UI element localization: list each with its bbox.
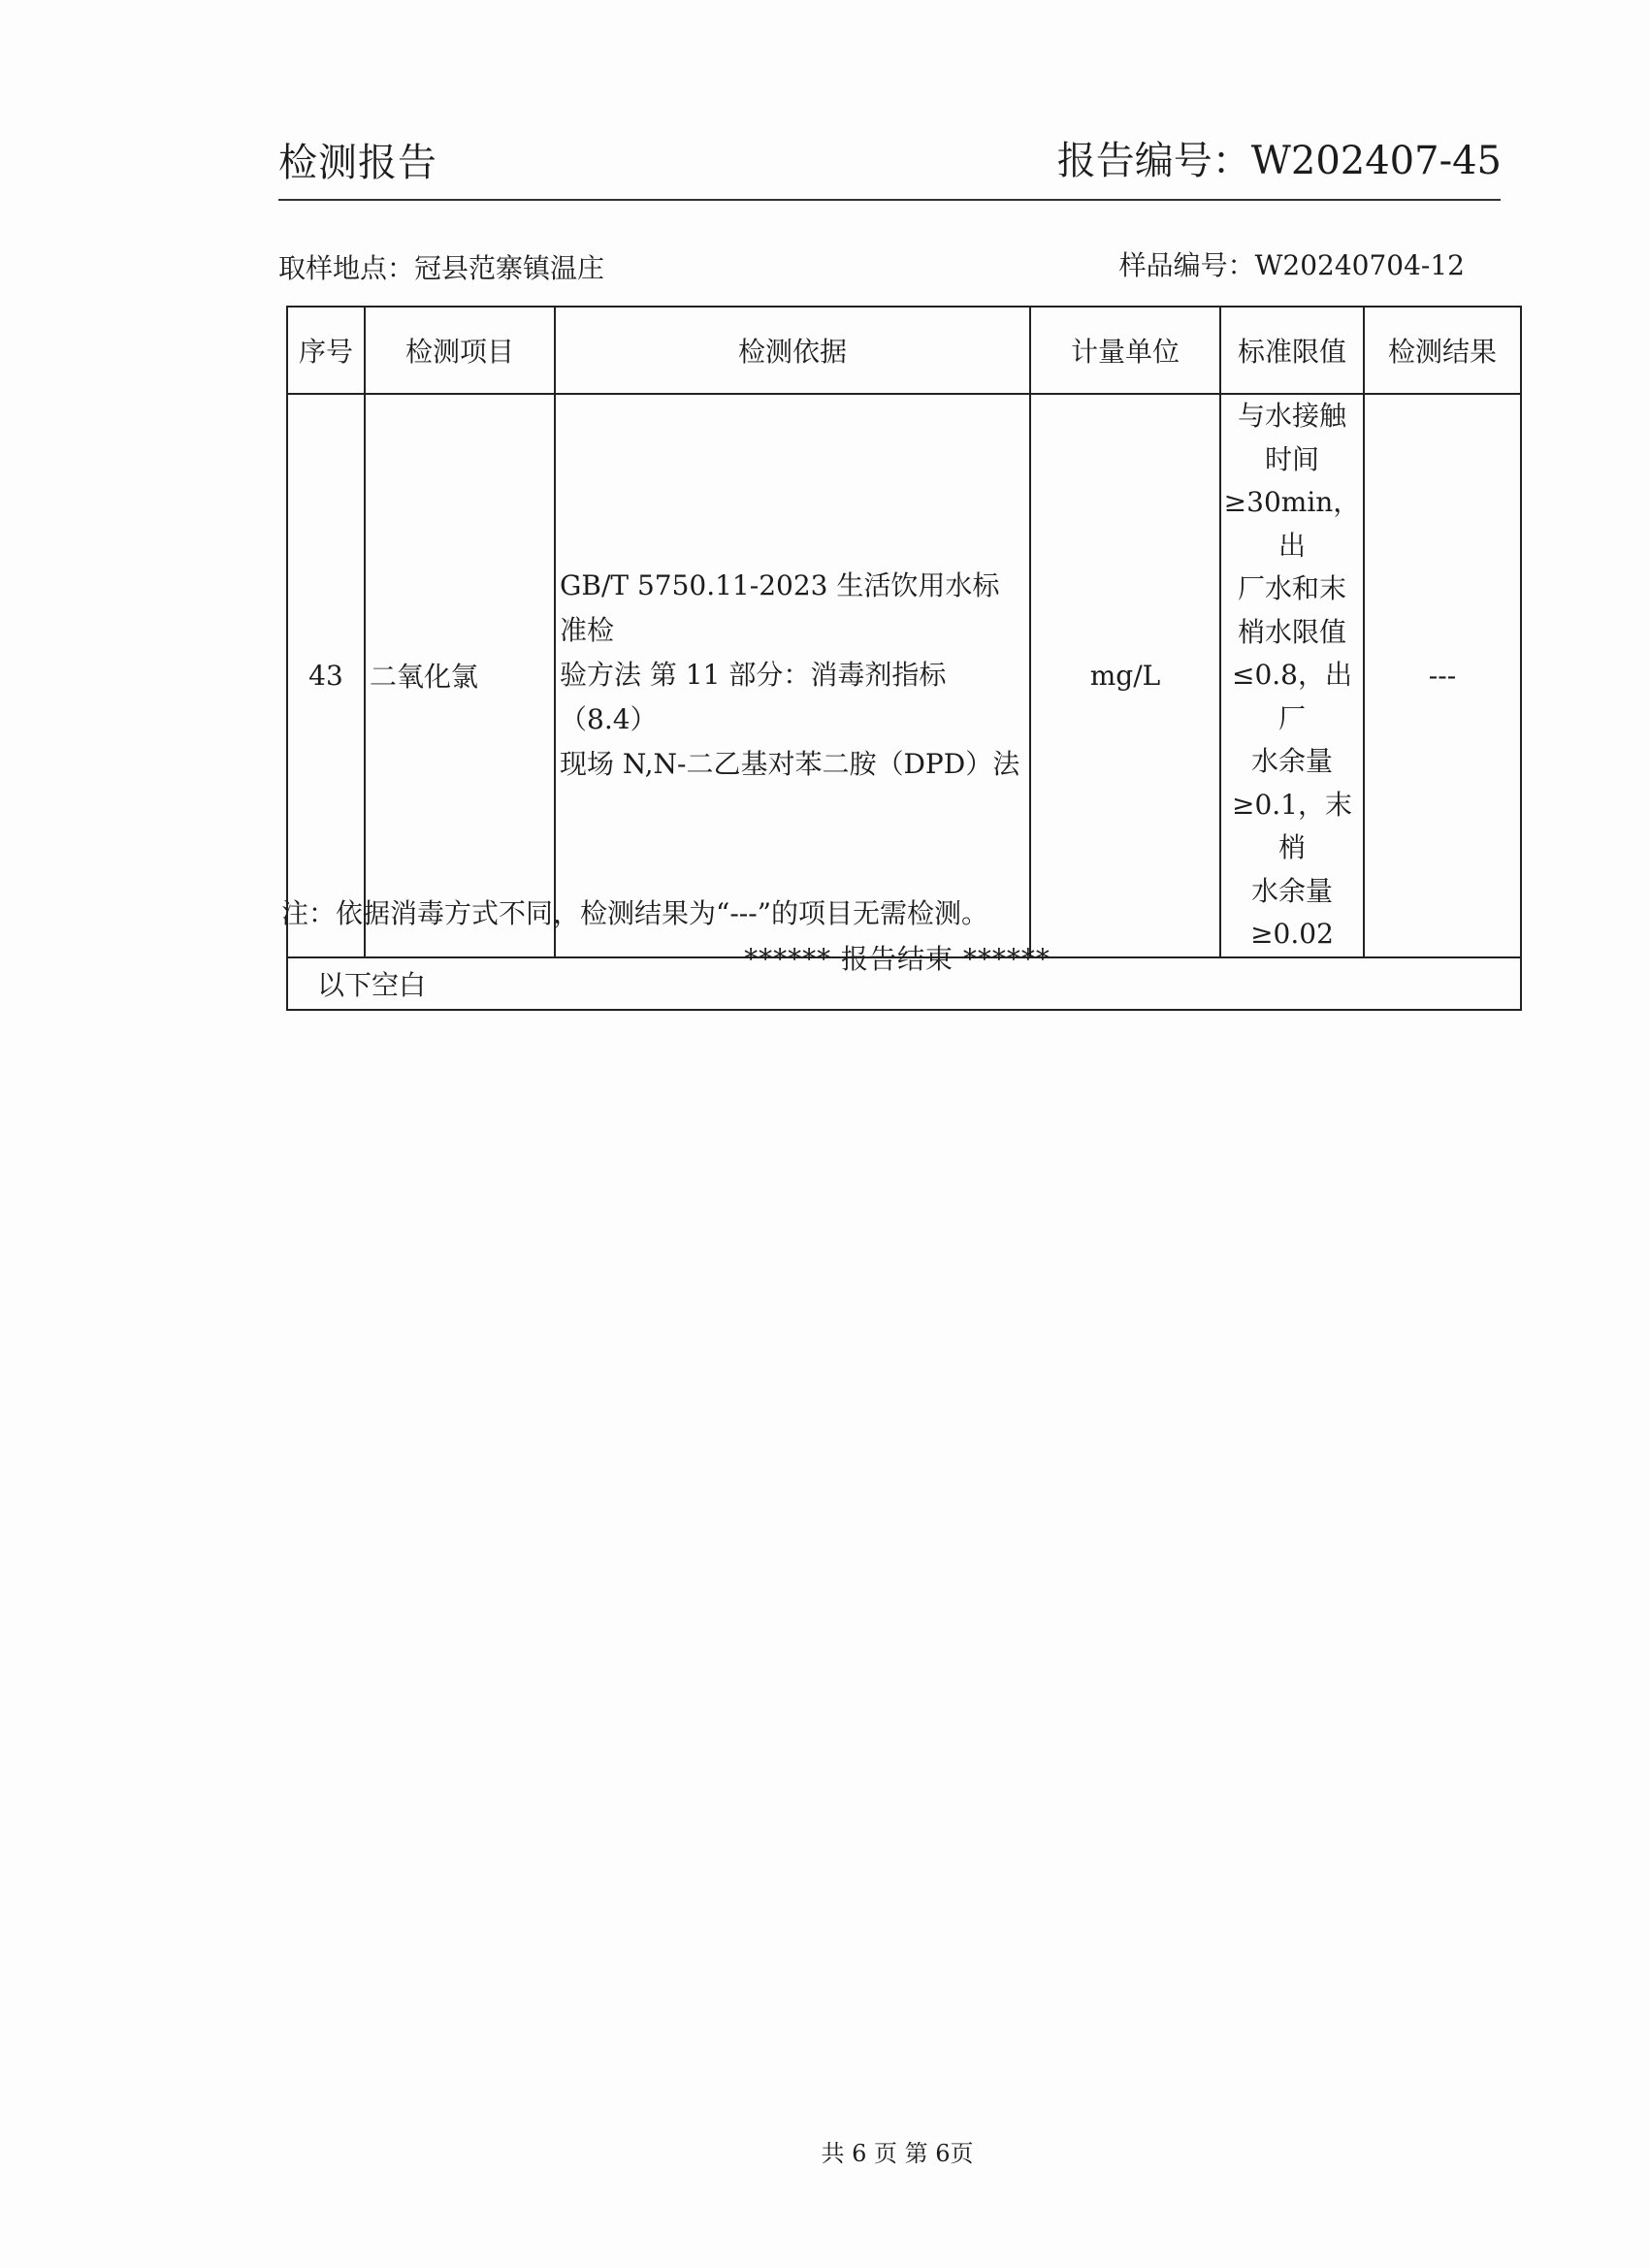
header-basis: 检测依据 <box>555 307 1030 394</box>
blank-note: 以下空白 <box>287 957 1521 1010</box>
limit-line: ≥0.1，末梢 <box>1232 788 1352 863</box>
page-number: 共 6 页 第 6页 <box>821 2140 974 2167</box>
cell-result: --- <box>1364 394 1521 957</box>
table-header-row <box>287 307 1521 394</box>
limit-line: 时间 <box>1264 442 1319 475</box>
limit-line: ≥30min，出 <box>1223 486 1361 562</box>
cell-unit: mg/L <box>1030 394 1220 957</box>
header-item: 检测项目 <box>365 307 555 394</box>
header-seq: 序号 <box>287 307 365 394</box>
basis-line: 现场 N,N-二乙基对苯二胺（DPD）法 <box>560 748 1020 781</box>
header-unit: 计量单位 <box>1030 307 1220 394</box>
report-number: 报告编号：W202407-45 <box>1056 139 1502 183</box>
sampling-site: 取样地点：冠县范寨镇温庄 <box>278 252 605 284</box>
cell-limit <box>1220 394 1364 957</box>
limit-line: 与水接触 <box>1237 400 1346 432</box>
limit-line: ≤0.8，出厂 <box>1232 659 1352 734</box>
basis-line: 验方法 第 11 部分：消毒剂指标 （8.4） <box>560 659 947 736</box>
limit-line: 水余量 <box>1250 874 1333 907</box>
page-title: 检测报告 <box>278 141 437 185</box>
limit-line: 梢水限值 <box>1237 615 1346 648</box>
basis-line: GB/T 5750.11-2023 生活饮用水标准检 <box>560 569 1000 647</box>
cell-item: 二氧化氯 <box>365 394 555 957</box>
limit-line: 水余量 <box>1250 745 1333 777</box>
header-divider <box>278 199 1501 201</box>
cell-seq: 43 <box>287 394 365 957</box>
table-row <box>287 394 1521 957</box>
cell-basis <box>555 394 1030 957</box>
report-end-mark: ****** 报告结束 ****** <box>744 943 1051 975</box>
sample-number: 样品编号：W20240704-12 <box>1118 249 1465 281</box>
header-result: 检测结果 <box>1364 307 1521 394</box>
limit-line: ≥0.02 <box>1250 918 1334 950</box>
limit-line: 厂水和末 <box>1237 572 1346 604</box>
header-limit: 标准限值 <box>1220 307 1364 394</box>
footnote: 注：依据消毒方式不同，检测结果为“---”的项目无需检测。 <box>281 897 989 929</box>
